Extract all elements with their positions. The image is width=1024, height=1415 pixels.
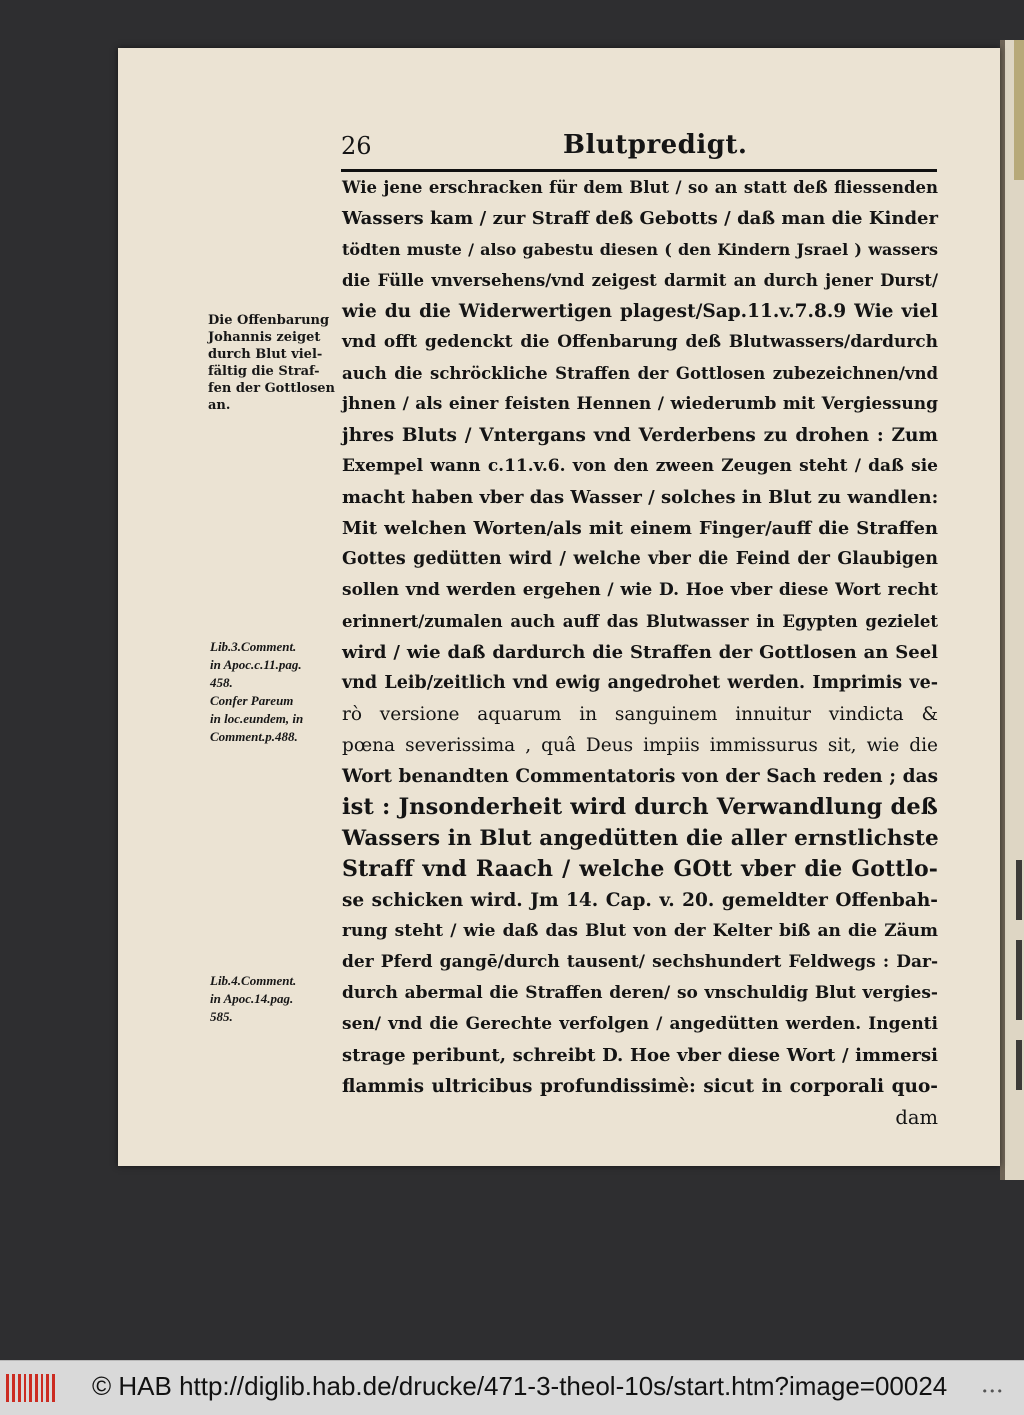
hab-barcode-logo-icon[interactable] [6, 1374, 58, 1402]
text-line: rò versione aquarum in sanguinem innuitur vindicta & [342, 704, 938, 725]
text-line: Exempel wann c.11.v.6. von den zween Zeugen steht / daß sie [342, 456, 938, 476]
text-line: vnd offt gedenckt die Offenbarung deß Blutwassers/dardurch [342, 332, 938, 352]
margin-note-line: in Apoc.14.pag. [210, 991, 294, 1006]
text-line: Gottes gedütten wird / welche vber die Feind der Glaubigen [342, 549, 938, 569]
text-line: macht haben vber das Wasser / solches in Blut zu wandlen: [342, 487, 939, 508]
margin-note-line: fältig die Straf- [208, 364, 320, 379]
bleed-mark [1016, 1040, 1022, 1090]
facing-page-edge [1000, 40, 1024, 1180]
text-line: wird / wie daß dardurch die Straffen der Gottlosen an Seel [342, 642, 938, 663]
text-line: erinnert/zumalen auch auff das Blutwasser in Egypten gezielet [342, 612, 938, 631]
margin-note [210, 972, 344, 1026]
text-line-emphasis: Straff vnd Raach / welche GOtt vber die Gottlo- [342, 856, 938, 882]
catchword: dam [895, 1106, 938, 1129]
text-line: die Fülle vnversehens/vnd zeigest darmit an durch jener Durst/ [342, 271, 938, 290]
text-line: sollen vnd werden ergehen / wie D. Hoe vber diese Wort recht [342, 580, 938, 600]
text-line: wie du die Widerwertigen plagest/Sap.11.v.7.8.9 Wie viel [342, 301, 938, 322]
text-line-emphasis: Wassers in Blut angedütten die aller ernstlichste [342, 826, 939, 851]
margin-note-line: 458. [210, 675, 233, 690]
margin-note [208, 312, 342, 414]
text-line: se schicken wird. Jm 14. Cap. v. 20. gemeldter Offenbah- [342, 890, 938, 911]
text-line: jhres Bluts / Vntergans vnd Verderbens zu drohen : Zum [342, 425, 938, 446]
text-line-emphasis: ist : Jnsonderheit wird durch Verwandlung deß [342, 794, 938, 820]
margin-note-line: 585. [210, 1009, 233, 1024]
margin-note-line: an. [208, 398, 231, 413]
text-line: rung steht / wie daß das Blut von der Kelter biß an die Zäum [342, 921, 938, 941]
bleed-mark [1016, 940, 1022, 1020]
text-line: Wie jene erschracken für dem Blut / so an statt deß fliessenden [342, 178, 938, 197]
margin-note-line: durch Blut viel- [208, 347, 323, 362]
page-gutter [1000, 40, 1005, 1180]
margin-note-line: Comment.p.488. [210, 729, 298, 744]
text-line: tödten muste / also gabestu diesen ( den Kindern Jsrael ) wassers [342, 240, 938, 259]
margin-note-line: Johannis zeiget [208, 330, 321, 345]
margin-note-line: in loc.eundem, in [210, 711, 304, 726]
body-text [342, 172, 938, 1133]
text-line: der Pferd gangē/durch tausent/ sechshundert Feldwegs : Dar- [342, 952, 938, 972]
text-line: Wort benandten Commentatoris von der Sach reden ; das [342, 766, 938, 787]
text-line: Wassers kam / zur Straff deß Gebotts / daß man die Kinder [342, 208, 938, 229]
text-line: durch abermal die Straffen deren/ so vnschuldig Blut vergies- [342, 983, 938, 1003]
text-line: vnd Leib/zeitlich vnd ewig angedrohet werden. Imprimis ve- [342, 673, 938, 693]
text-line: flammis ultricibus profundissimè: sicut in corporali quo- [342, 1076, 938, 1097]
margin-note-line: Die Offenbarung [208, 313, 330, 328]
copyright-url[interactable]: © HAB http://diglib.hab.de/drucke/471-3-theol-10s/start.htm?image=00024 [92, 1371, 948, 1401]
margin-note-line: Lib.3.Comment. [210, 639, 297, 654]
margin-note-line: fen der Gottlosen [208, 381, 336, 396]
footer-bar [0, 1360, 1024, 1415]
running-title: Blutpredigt. [563, 130, 748, 160]
running-head [341, 132, 936, 168]
text-line: Mit welchen Worten/als mit einem Finger/auff die Straffen [342, 518, 938, 539]
text-line: sen/ vnd die Gerechte verfolgen / angedütten werden. Ingenti [342, 1014, 938, 1034]
text-line: strage peribunt, schreibt D. Hoe vber diese Wort / immersi [342, 1045, 938, 1066]
margin-note-line: in Apoc.c.11.pag. [210, 657, 302, 672]
text-line: pœna severissima , quâ Deus impiis immissurus sit, wie die [342, 735, 938, 756]
margin-note [210, 638, 344, 746]
page-number: 26 [341, 132, 372, 160]
margin-note-line: Confer Pareum [210, 693, 294, 708]
binding-edge [1014, 40, 1024, 180]
text-line: auch die schröckliche Straffen der Gottlosen zubezeichnen/vnd [342, 364, 938, 383]
margin-note-line: Lib.4.Comment. [210, 973, 297, 988]
bleed-mark [1016, 860, 1022, 920]
text-line: jhnen / als einer feisten Hennen / wiederumb mit Vergiessung [342, 394, 938, 414]
more-dots-icon[interactable]: ••• [981, 1385, 1004, 1398]
